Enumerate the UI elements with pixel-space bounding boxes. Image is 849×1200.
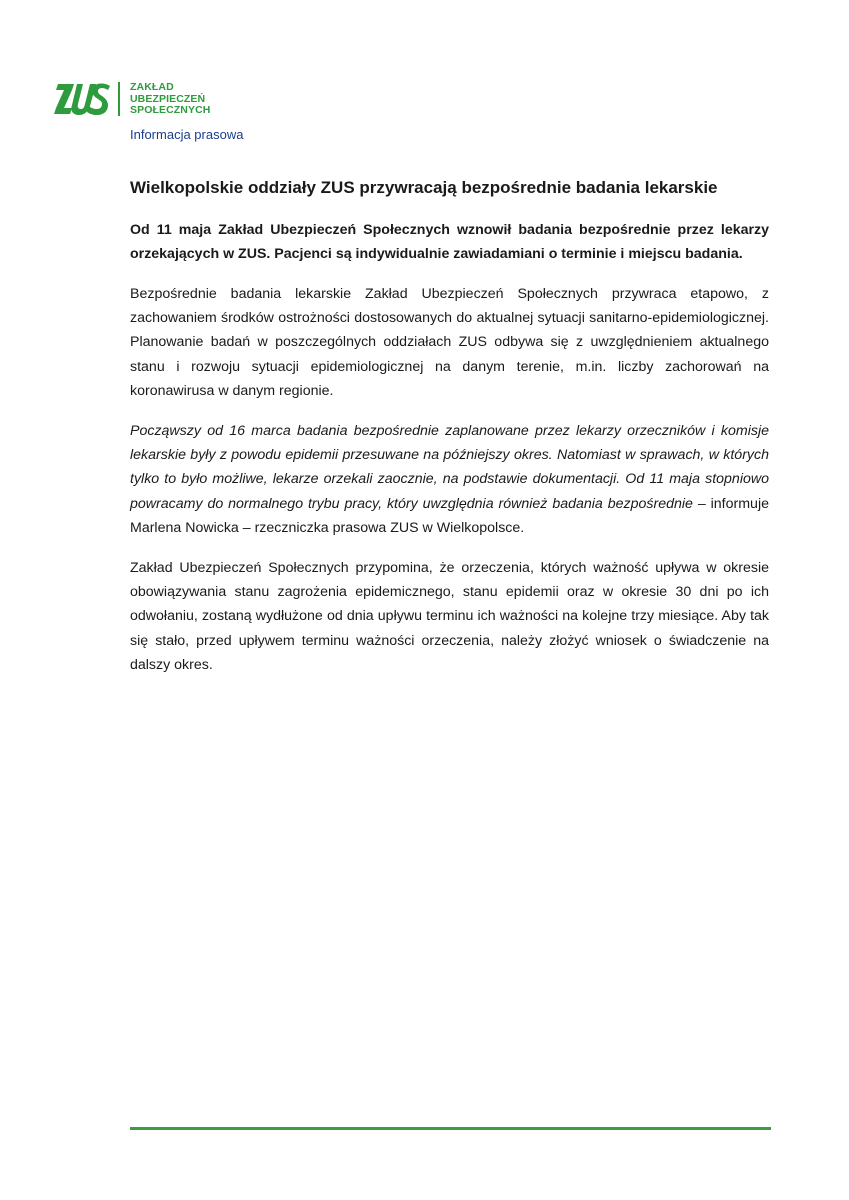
press-release-label: Informacja prasowa [130, 127, 244, 142]
logo-name-line-3: SPOŁECZNYCH [130, 104, 211, 116]
footer-divider [130, 1127, 771, 1130]
zus-logo [52, 80, 212, 120]
logo-name-line-1: ZAKŁAD [130, 81, 174, 93]
article-paragraph-1: Bezpośrednie badania lekarskie Zakład Ubezpieczeń Społecznych przywraca etapowo, z zachowaniem środków ostrożności dostosowanych do aktualnej sytuacji sanitarno-epidemiologicznej. Planowanie badań w poszczególnych oddziałach ZUS odbywa się z uwzględnieniem aktualnego stanu i rozwoju sytuacji epidemiologicznej na danym terenie, m.in. liczby zachorowań na koronawirusa w danym regionie. [130, 286, 769, 399]
article-content [130, 176, 769, 693]
logo-divider [118, 82, 120, 116]
article-title: Wielkopolskie oddziały ZUS przywracają bezpośrednie badania lekarskie [130, 178, 718, 197]
article-paragraph-2 [130, 419, 769, 540]
quote-attribution: – informuje Marlena Nowicka – rzeczniczka prasowa ZUS w Wielkopolsce. [130, 495, 769, 536]
logo-institution-name [130, 82, 210, 117]
zus-logo-icon [52, 80, 112, 118]
spokesperson-quote: Począwszy od 16 marca badania bezpośrednie zaplanowane przez lekarzy orzeczników i komisje lekarskie były z powodu epidemii przesuwane na późniejszy okres. Natomiast w sprawach, w których tylko to było możliwe, lekarze orzekali zaocznie, na podstawie dokumentacji. Od 11 maja stopniowo powracamy do normalnego trybu pracy, który uwzględnia również badania bezpośrednie [130, 423, 769, 512]
logo-name-line-2: UBEZPIECZEŃ [130, 92, 206, 105]
article-paragraph-3: Zakład Ubezpieczeń Społecznych przypomina, że orzeczenia, których ważność upływa w okresie obowiązywania stanu zagrożenia epidemicznego, stanu epidemii oraz w okresie 30 dni po ich odwołaniu, zostaną wydłużone od dnia upływu terminu ich ważności na kolejne trzy miesiące. Aby tak się stało, przed upływem terminu ważności orzeczenia, należy złożyć wniosek o świadczenie na dalszy okres. [130, 560, 769, 673]
article-lead: Od 11 maja Zakład Ubezpieczeń Społecznych wznowił badania bezpośrednie przez lekarzy orzekających w ZUS. Pacjenci są indywidualnie zawiadamiani o terminie i miejscu badania. [130, 222, 769, 262]
